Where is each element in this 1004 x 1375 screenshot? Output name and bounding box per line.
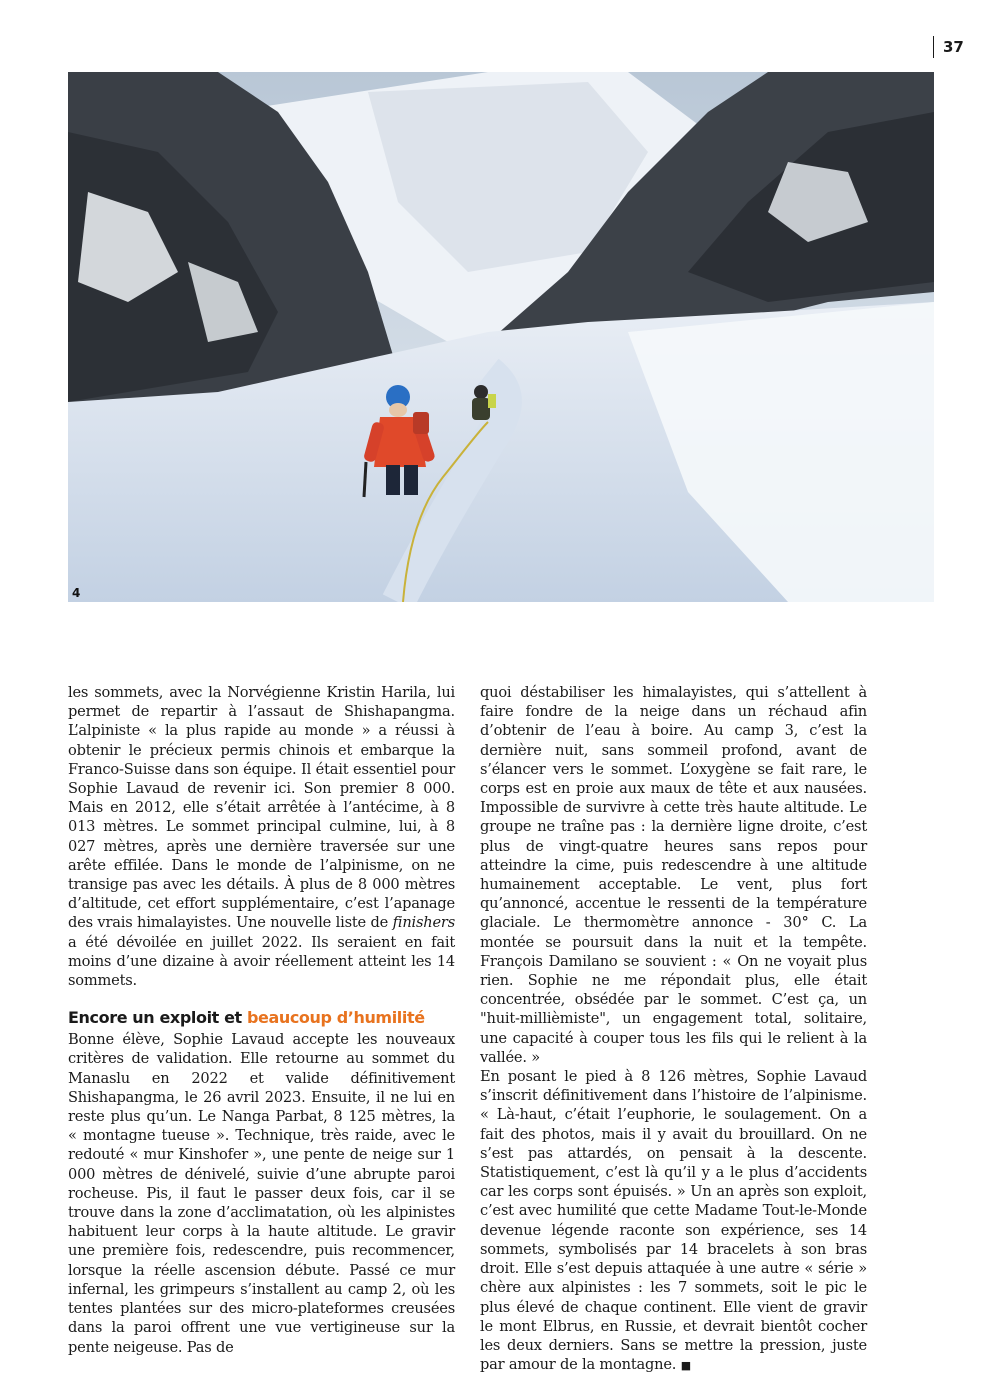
left-paragraph-1-text-b: a été dévoilée en juillet 2022. Ils seraient en fait moins d’une dizaine à avoir réellement atteint les 14 sommets.	[68, 933, 455, 990]
right-paragraph-2-text: En posant le pied à 8 126 mètres, Sophie Lavaud s’inscrit définitivement dans l’histoire de l’alpinisme. « Là-haut, c’était l’euphorie, le soulagement. On a fait des photos, mais il y avait du brouillard. On ne s’est pas attardés, on pensait à la descente. Statistiquement, c’est là qu’il y a le plus d’accidents car les corps sont épuisés. » Un an après son exploit, c’est avec humilité que cette Madame Tout-le-Monde devenue légende raconte son expérience, ses 14 sommets, symbolisés par 14 bracelets à son bras droit. Elle s’est depuis attaquée à une autre « série » chère aux alpinistes : les 7 sommets, soit le pic le plus élevé de chaque continent. Elle vient de gravir le mont Elbrus, en Russie, et devrait bientôt cocher les deux derniers. Sans se mettre la pression, juste par amour de la montagne.	[480, 1068, 867, 1374]
right-paragraph-2	[480, 1067, 867, 1375]
photo-number: 4	[72, 586, 81, 600]
photo-illustration	[68, 72, 934, 602]
mountain-climbers-photo	[68, 72, 934, 602]
page-number: 37	[933, 36, 964, 58]
finishers-term: finishers	[392, 914, 455, 932]
section-subheading	[68, 1008, 455, 1028]
right-column	[480, 683, 867, 1375]
left-column	[68, 683, 455, 1357]
subheading-text: Encore un exploit et	[68, 1008, 247, 1028]
left-paragraph-1	[68, 683, 455, 990]
left-paragraph-1-text-a: les sommets, avec la Norvégienne Kristin Harila, lui permet de repartir à l’assaut de Shishapangma. L’alpiniste « la plus rapide au monde » a réussi à obtenir le précieux permis chinois et embarque la Franco-Suisse dans son équipe. Il était essentiel pour Sophie Lavaud de revenir ici. Son premier 8 000. Mais en 2012, elle s’était arrêtée à l’antécime, à 8 013 mètres. Le sommet principal culmine, lui, à 8 027 mètres, après une dernière traversée sur une arête effilée. Dans le monde de l’alpinisme, on ne transige pas avec les détails. À plus de 8 000 mètres d’altitude, cet effort supplémentaire, c’est l’apanage des vrais himalayistes. Une nouvelle liste de	[68, 684, 455, 932]
right-paragraph-1: quoi déstabiliser les himalayistes, qui s’attellent à faire fondre de la neige dans un réchaud afin d’obtenir de l’eau à boire. Au camp 3, c’est la dernière nuit, sans sommeil profond, avant de s’élancer vers le sommet. L’oxygène se fait rare, le corps est en proie aux maux de tête et aux nausées. Impossible de survivre à cette très haute altitude. Le groupe ne traîne pas : la dernière ligne droite, c’est plus de vingt-quatre heures sans repos pour atteindre la cime, puis redescendre à une altitude humainement acceptable. Le vent, plus fort qu’annoncé, accentue le ressenti de la température glaciale. Le thermomètre annonce - 30° C. La montée se poursuit dans la nuit et la tempête. François Damilano se souvient : « On ne voyait plus rien. Sophie ne me répondait plus, elle était concentrée, obsédée par le sommet. C’est ça, un "huit-millièmiste", un engagement total, solitaire, une capacité à couper tous les fils qui le relient à la vallée. »	[480, 684, 867, 1066]
ice-axe	[364, 462, 366, 497]
left-paragraph-2: Bonne élève, Sophie Lavaud accepte les nouveaux critères de validation. Elle retourne au sommet du Manaslu en 2022 et valide définitivement Shishapangma, le 26 avril 2023. Ensuite, il ne lui en reste plus qu’un. Le Nanga Parbat, 8 125 mètres, la « montagne tueuse ». Technique, très raide, avec le redouté « mur Kinshofer », une pente de neige sur 1 000 mètres de dénivelé, suivie d’une abrupte paroi rocheuse. Pis, il faut le passer deux fois, car il se trouve dans la zone d’acclimatation, où les alpinistes habituent leur corps à la haute altitude. Le gravir une première fois, redescendre, puis recommencer, lorsque la réelle ascension débute. Passé ce mur infernal, les grimpeurs s’installent au camp 2, où les tentes plantées sur des micro-plateformes creusées dans la paroi offrent une vue vertigineuse sur la pente neigeuse. Pas de	[68, 1031, 455, 1356]
subheading-accent: beaucoup d’humilité	[246, 1008, 425, 1028]
end-of-article-mark: ■	[680, 1359, 691, 1373]
